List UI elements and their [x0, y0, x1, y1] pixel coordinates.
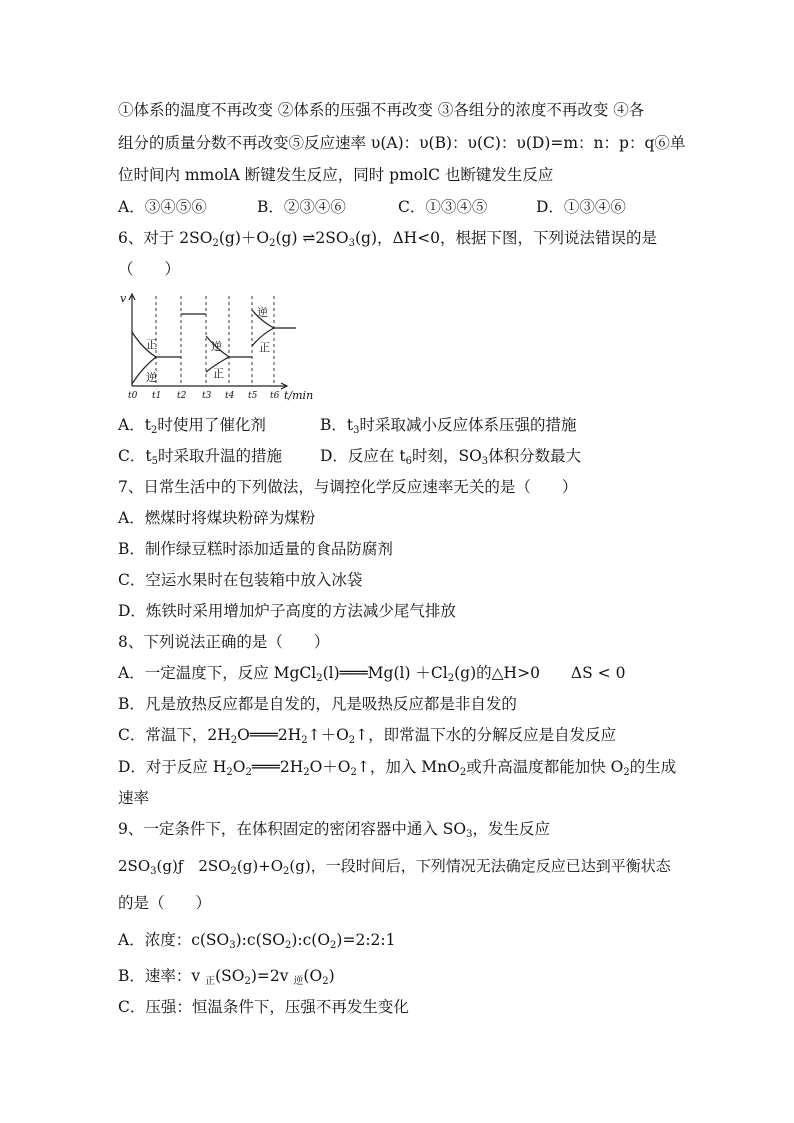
tick-t0: t0	[128, 391, 138, 401]
q6-option-a: A．$t_2$时使用了催化剂	[118, 416, 266, 436]
q6-option-d: D．反应在 $t_6$时刻，$SO_3$体积分数最大	[320, 447, 582, 467]
tick-t2: t2	[177, 391, 187, 401]
q5-line-2: 组分的质量分数不再改变⑤反应速率 υ(A)：υ(B)：υ(C)：υ(D)=m：n：p：q⑥单	[118, 134, 686, 152]
q8-option-c: C．常温下，$2H_2O═══2H_2↑+O_2↑$，即常温下水的分解反应是自发反应	[118, 726, 617, 746]
q5-option-a: A．③④⑤⑥	[118, 198, 207, 216]
curve-label-4: 正	[213, 367, 224, 380]
q6-option-c: C．$t_5$时采取升温的措施	[118, 447, 282, 467]
q6-stem: 6、对于 $2SO_2(g)+O_2(g)$ $\rightleftharpoons 2SO_3(g)$，ΔH<0，根据下图，下列说法错误的是	[118, 229, 658, 249]
rate-time-graph	[118, 290, 314, 402]
curve-label-6: 正	[259, 341, 270, 354]
tick-t5: t5	[248, 391, 258, 401]
q9-option-a: A．浓度：$c(SO_3):c(SO_2):c(O_2)=2:2:1$	[118, 931, 396, 951]
q9-stem: 9、一定条件下，在体积固定的密闭容器中通入 $SO_3$，发生反应	[118, 820, 551, 840]
q7-option-c: C．空运水果时在包装箱中放入冰袋	[118, 571, 363, 589]
q9-equation: $2SO_3(g)ƒ$ $2SO_2(g)+O_2(g)$，一段时间后，下列情况无法确定反应已达到平衡状态	[118, 857, 671, 877]
q8-option-d-continued: 速率	[118, 789, 150, 807]
q7-option-a: A．燃煤时将煤块粉碎为煤粉	[118, 509, 316, 527]
curve-label-2: 逆	[146, 371, 157, 384]
tick-t1: t1	[152, 391, 162, 401]
curve-label-1: 正	[146, 338, 157, 351]
q8-stem: 8、下列说法正确的是（ ）	[118, 633, 330, 651]
q7-option-d: D．炼铁时采用增加炉子高度的方法减少尾气排放	[118, 602, 456, 620]
q5-option-d: D．①③④⑥	[536, 198, 626, 216]
curve-label-5: 逆	[257, 306, 268, 319]
q9-stem-end: 的是（ ）	[118, 894, 212, 912]
q9-option-b: B．速率：v $_正(SO_2)=2v$ $_逆(O_2)$	[118, 967, 335, 987]
tick-t6: t6	[270, 391, 280, 401]
graph-x-label: t/min	[284, 389, 314, 402]
curve-label-3: 逆	[211, 340, 222, 353]
q8-option-d: D．对于反应 $H_2O_2═══2H_2O+O_2↑$，加入 MnO$_2$或升高温度都能加快 $O_2$的生成	[118, 758, 677, 778]
q8-option-b: B．凡是放热反应都是自发的，凡是吸热反应都是非自发的	[118, 695, 517, 713]
q5-option-c: C．①③④⑤	[398, 198, 488, 216]
tick-t4: t4	[225, 391, 235, 401]
q9-option-c: C．压强：恒温条件下，压强不再发生变化	[118, 998, 409, 1016]
q7-stem: 7、日常生活中的下列做法，与调控化学反应速率无关的是（ ）	[118, 478, 578, 496]
q5-line-3: 位时间内 mmolA 断键发生反应，同时 pmolC 也断键发生反应	[118, 166, 554, 184]
q6-answer-paren: （ ）	[118, 260, 181, 278]
q5-line-1: ①体系的温度不再改变 ②体系的压强不再改变 ③各组分的浓度不再改变 ④各	[118, 101, 645, 119]
q8-option-a: A．一定温度下，反应 MgCl$_2$(l)═══Mg(l) $+Cl_2(g)$的△H>0 ΔS < 0	[118, 664, 626, 684]
q5-option-b: B．②③④⑥	[257, 198, 346, 216]
q7-option-b: B．制作绿豆糕时添加适量的食品防腐剂	[118, 540, 393, 558]
graph-y-label: v	[120, 292, 127, 305]
q6-option-b: B．$t_3$时采取减小反应体系压强的措施	[320, 416, 577, 436]
tick-t3: t3	[202, 391, 212, 401]
